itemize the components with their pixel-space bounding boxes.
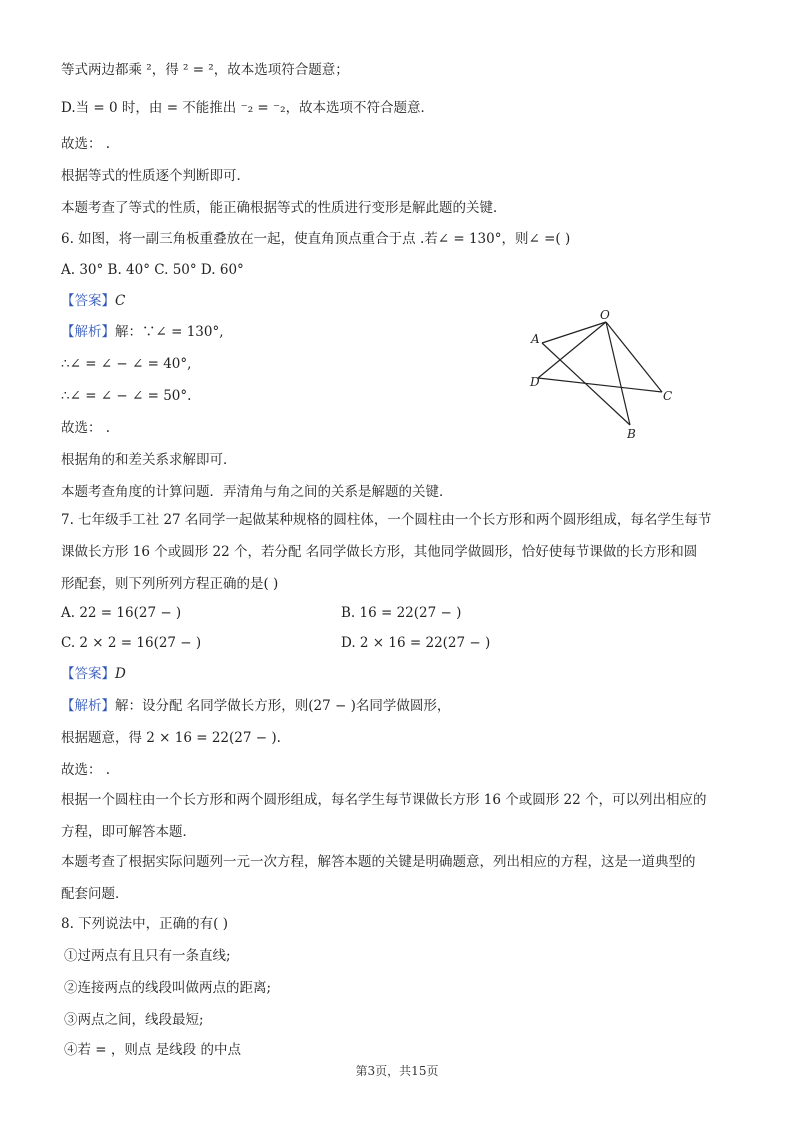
analysis-7-line1 [61,696,450,716]
statement-4: ④若 = ，则点 是线段 的中点 [64,1042,241,1058]
label-c: C [663,389,673,403]
option-b: B. 16 = 22(27 − ) [341,605,462,621]
analysis-tag: 【解析】 [61,324,115,340]
answer-tag: 【答案】 [61,666,115,682]
analysis-7-line3: 故选： . [61,762,111,778]
analysis-7-line2: 根据题意，得 2 × 16 = 22(27 − ). [61,730,281,746]
answer-6 [61,291,125,311]
analysis-text: 解：∵∠ = 130°, [115,324,224,340]
page-footer: 第3页，共15页 [355,1064,439,1078]
statement-2: ②连接两点的线段叫做两点的距离; [64,980,272,996]
analysis-tag: 【解析】 [61,698,115,714]
analysis-6-line6: 本题考查角度的计算问题．弄清角与角之间的关系是解题的关键． [61,484,453,500]
statement-3: ③两点之间，线段最短; [64,1012,204,1028]
analysis-6-line5: 根据角的和差关系求解即可． [61,452,237,468]
option-c: C. 2 × 2 = 16(27 − ) [61,635,202,651]
label-a: A [531,332,540,346]
answer-value: D [115,666,126,682]
question-8: 8. 下列说法中，正确的有( ) [61,916,228,932]
analysis-6-line2: ∴∠ = ∠ − ∠ = 40°, [61,356,192,372]
analysis-6-line4: 故选： . [61,420,111,436]
answer-tag: 【答案】 [61,293,115,309]
option-a: A. 22 = 16(27 − ) [61,605,182,621]
label-b: B [627,427,636,441]
analysis-7-line5: 方程，即可解答本题． [61,824,196,840]
analysis-7-line4: 根据一个圆柱由一个长方形和两个圆形组成，每名学生每节课做长方形 16 个或圆形 22 个，可以列出相应的 [61,792,707,808]
question-7-line3: 形配套，则下列所列方程正确的是( ) [61,576,279,592]
text-line: 等式两边都乘 ²，得 ² = ²，故本选项符合题意； [61,62,349,78]
analysis-6-line3: ∴∠ = ∠ − ∠ = 50°. [61,388,192,404]
answer-value: C [115,293,126,309]
question-7-line2: 课做长方形 16 个或圆形 22 个，若分配 名同学做长方形，其他同学做圆形，恰好使每节课做的长方形和圆 [61,544,698,560]
text-line: D.当 = 0 时，由 = 不能推出 ⁻₂ = ⁻₂，故本选项不符合题意． [61,100,435,116]
analysis-text: 解：设分配 名同学做长方形，则(27 − )名同学做圆形， [115,698,451,714]
analysis-7-line6: 本题考查了根据实际问题列一元一次方程，解答本题的关键是明确题意，列出相应的方程，这是一道典型的 [61,854,696,870]
analysis-6-line1 [61,322,224,342]
label-d: D [530,375,540,389]
analysis-7-line7: 配套问题． [61,886,129,902]
text-line: 根据等式的性质逐个判断即可． [61,168,250,184]
triangle-figure [520,305,690,450]
question-6: 6. 如图，将一副三角板重叠放在一起，使直角顶点重合于点 .若∠ = 130°，则∠ =( ) [61,231,571,247]
answer-7 [61,664,126,684]
label-o: O [600,308,610,322]
question-7-line1: 7. 七年级手工社 27 名同学一起做某种规格的圆柱体，一个圆柱由一个长方形和两个圆形组成，每名学生每节 [61,512,712,528]
text-line: 故选： . [61,136,111,152]
question-6-options: A. 30° B. 40° C. 50° D. 60° [61,262,244,278]
text-line: 本题考查了等式的性质，能正确根据等式的性质进行变形是解此题的关键． [61,200,507,216]
option-d: D. 2 × 16 = 22(27 − ) [341,635,491,651]
statement-1: ①过两点有且只有一条直线; [64,948,231,964]
